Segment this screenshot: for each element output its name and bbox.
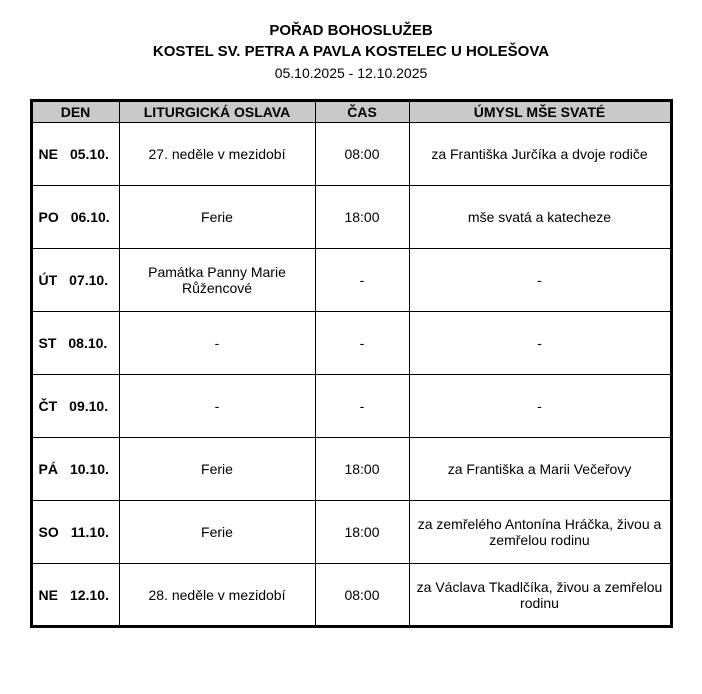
- day-date: 09.10.: [69, 398, 109, 414]
- time-cell: 18:00: [315, 438, 409, 501]
- day-abbrev: NE: [38, 586, 58, 603]
- time-cell: -: [315, 375, 409, 438]
- intention-cell: za Františka a Marii Večeřovy: [409, 438, 671, 501]
- table-row: [31, 249, 671, 312]
- day-abbrev: PO: [38, 209, 59, 225]
- day-date: 07.10.: [69, 272, 109, 288]
- day-cell: [31, 564, 119, 627]
- celebration-cell: Ferie: [119, 501, 315, 564]
- time-cell: 08:00: [315, 564, 409, 627]
- table-row: [31, 375, 671, 438]
- table-row: [31, 501, 671, 564]
- table-row: [31, 123, 671, 186]
- day-abbrev: NE: [38, 146, 58, 162]
- day-abbrev: ST: [38, 335, 57, 351]
- column-header-liturgicka-oslava: LITURGICKÁ OSLAVA: [119, 101, 315, 123]
- time-cell: -: [315, 249, 409, 312]
- table-row: [31, 438, 671, 501]
- column-header-den: DEN: [31, 101, 119, 123]
- day-date: 12.10.: [69, 586, 109, 603]
- intention-cell: za Františka Jurčíka a dvoje rodiče: [409, 123, 671, 186]
- table-row: [31, 312, 671, 375]
- intention-cell: mše svatá a katecheze: [409, 186, 671, 249]
- intention-cell: -: [409, 249, 671, 312]
- celebration-cell: 27. neděle v mezidobí: [119, 123, 315, 186]
- day-abbrev: PÁ: [38, 461, 58, 477]
- document-header: [0, 20, 702, 84]
- day-date: 06.10.: [70, 209, 110, 225]
- time-cell: 18:00: [315, 501, 409, 564]
- day-cell: [31, 375, 119, 438]
- celebration-cell: -: [119, 312, 315, 375]
- day-cell: [31, 249, 119, 312]
- celebration-cell: Ferie: [119, 186, 315, 249]
- intention-cell: -: [409, 312, 671, 375]
- celebration-cell: Ferie: [119, 438, 315, 501]
- day-cell: [31, 438, 119, 501]
- day-abbrev: ÚT: [38, 272, 58, 288]
- document-title: POŘAD BOHOSLUŽEB: [269, 22, 433, 39]
- time-cell: 18:00: [315, 186, 409, 249]
- table-row: [31, 186, 671, 249]
- date-range: 05.10.2025 - 12.10.2025: [274, 65, 428, 81]
- day-date: 08.10.: [68, 335, 108, 351]
- time-cell: 08:00: [315, 123, 409, 186]
- day-abbrev: SO: [38, 524, 59, 540]
- day-cell: [31, 123, 119, 186]
- table-header-row: [31, 101, 671, 123]
- day-date: 11.10.: [70, 524, 109, 540]
- intention-cell: -: [409, 375, 671, 438]
- document-subtitle: KOSTEL SV. PETRA A PAVLA KOSTELEC U HOLEŠOVA: [152, 43, 550, 60]
- day-cell: [31, 186, 119, 249]
- celebration-cell: Památka Panny Marie Růžencové: [119, 249, 315, 312]
- day-cell: [31, 501, 119, 564]
- intention-cell: za zemřelého Antonína Hráčka, živou a zemřelou rodinu: [409, 501, 671, 564]
- day-date: 05.10.: [69, 146, 109, 162]
- table-row: [31, 564, 671, 627]
- column-header-cas: ČAS: [315, 101, 409, 123]
- celebration-cell: 28. neděle v mezidobí: [119, 564, 315, 627]
- intention-cell: za Václava Tkadlčíka, živou a zemřelou rodinu: [409, 564, 671, 627]
- column-header-umysl-mse-svate: ÚMYSL MŠE SVATÉ: [409, 101, 671, 123]
- celebration-cell: -: [119, 375, 315, 438]
- time-cell: -: [315, 312, 409, 375]
- schedule-table: [30, 99, 673, 628]
- day-abbrev: ČT: [38, 398, 58, 414]
- day-date: 10.10.: [69, 461, 109, 477]
- day-cell: [31, 312, 119, 375]
